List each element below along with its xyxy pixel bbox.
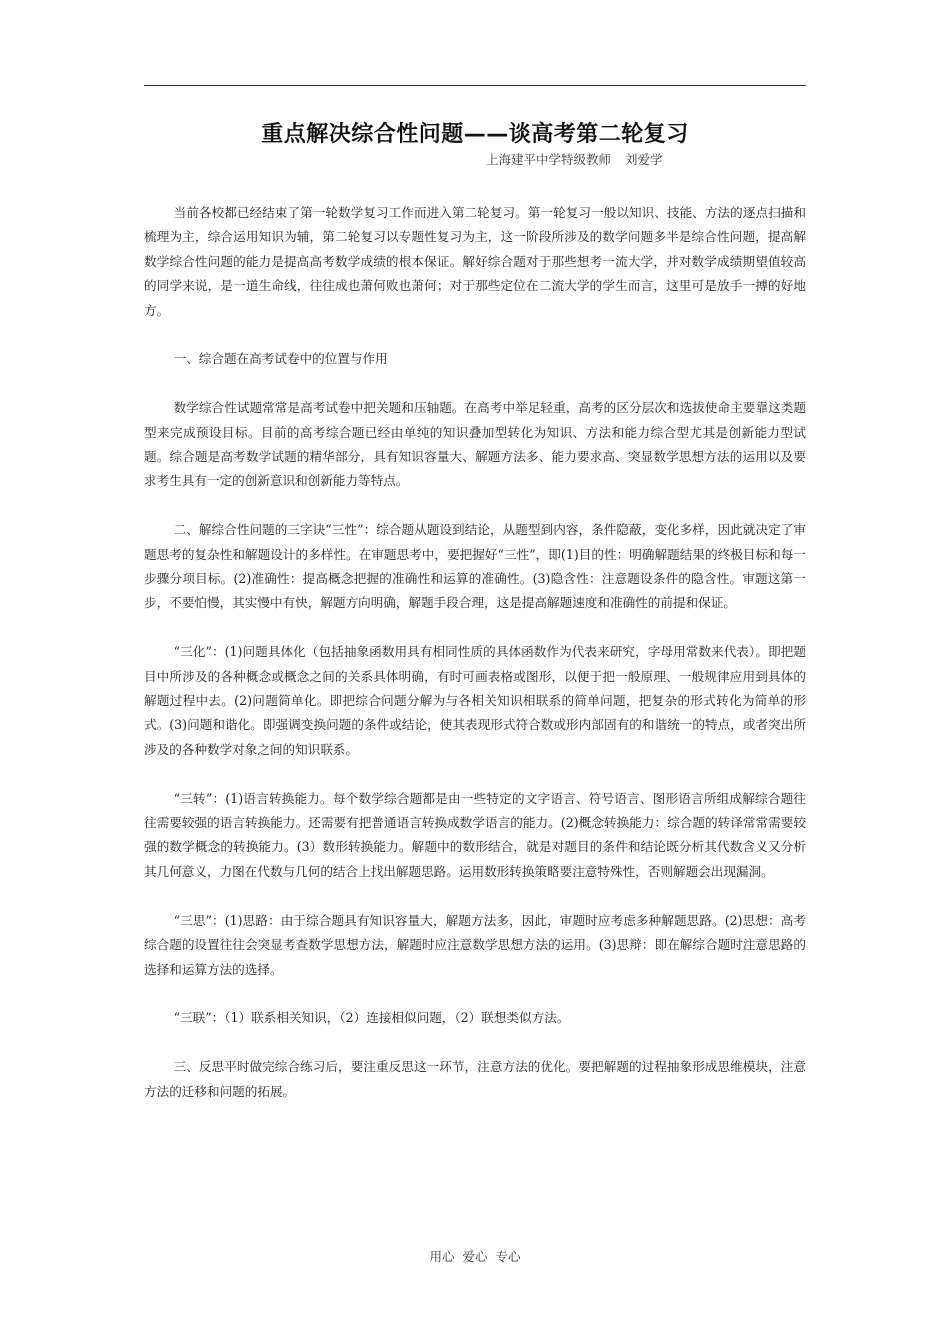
- author-name: 刘爱学: [625, 152, 663, 167]
- section-heading-1: 一、综合题在高考试卷中的位置与作用: [173, 351, 388, 367]
- paragraph-three-conversions: “三转”：(1)语言转换能力。每个数学综合题都是由一些特定的文字语言、符号语言、图形语言所组成解综合题往往需要较强的语言转换能力。还需要有把普通语言转换成数学语言的能力。(2)概念转换能力：综合题的转译常常需要较强的数学概念的转换能力。(3）数形转换能力。解题中的数形结合，就是对题目的条件和结论既分析其代数含义又分析其几何意义，力图在代数与几何的结合上找出解题思路。运用数形转换策略要注意特殊性，否则解题会出现漏洞。: [144, 790, 806, 879]
- author-affiliation: 上海建平中学特级教师: [486, 152, 612, 167]
- paragraph-intro: 当前各校都已经结束了第一轮数学复习工作而进入第二轮复习。第一轮复习一般以知识、技能、方法的逐点扫描和梳理为主，综合运用知识为辅，第二轮复习以专题性复习为主，这一阶段所涉及的数学问题多半是综合性问题，提高解数学综合性问题的能力是提高高考数学成绩的根本保证。解好综合题对于那些想考一流大学，并对数学成绩期望值较高的同学来说，是一道生命线，往往成也萧何败也萧何；对于那些定位在二流大学的学生而言，这里可是放手一搏的好地方。: [144, 205, 806, 318]
- author-line: [486, 150, 663, 170]
- paragraph-three-links: “三联”：（1）联系相关知识，（2）连接相似问题，（2）联想类似方法。: [173, 1010, 570, 1026]
- document-title: 重点解决综合性问题——谈高考第二轮复习: [261, 122, 689, 147]
- paragraph-three-simplifications: “三化”：(1)问题具体化（包括抽象函数用具有相同性质的具体函数作为代表来研究，字母用常数来代表）。即把题目中所涉及的各种概念或概念之间的关系具体明确，有时可画表格或图形，以便于把一般原理、一般规律应用到具体的解题过程中去。(2)问题简单化。即把综合问题分解为与各相关知识相联系的简单问题，把复杂的形式转化为简单的形式。(3)问题和谐化。即强调变换问题的条件或结论，使其表现形式符合数或形内部固有的和谐统一的特点，或者突出所涉及的各种数学对象之间的知识联系。: [144, 644, 806, 757]
- paragraph-three-properties: 二、解综合性问题的三字诀“三性”：综合题从题设到结论，从题型到内容，条件隐蔽，变化多样，因此就决定了审题思考的复杂性和解题设计的多样性。在审题思考中，要把握好“三性”，即(1)目的性：明确解题结果的终极目标和每一步骤分项目标。(2)准确性：提高概念把握的准确性和运算的准确性。(3)隐含性：注意题设条件的隐含性。审题这第一步，不要怕慢，其实慢中有快，解题方向明确，解题手段合理，这是提高解题速度和准确性的前提和保证。: [144, 522, 806, 611]
- paragraph-three-thoughts: “三思”：(1)思路：由于综合题具有知识容量大，解题方法多，因此，审题时应考虑多种解题思路。(2)思想：高考综合题的设置往往会突显考查数学思想方法，解题时应注意数学思想方法的运用。(3)思辩：即在解综合题时注意思路的选择和运算方法的选择。: [144, 912, 806, 977]
- document-body: [144, 201, 806, 1128]
- paragraph-section-1: 数学综合性试题常常是高考试卷中把关题和压轴题。在高考中举足轻重，高考的区分层次和选拔使命主要靠这类题型来完成预设目标。目前的高考综合题已经由单纯的知识叠加型转化为知识、方法和能力综合型尤其是创新能力型试题。综合题是高考数学试题的精华部分，具有知识容量大、解题方法多、能力要求高、突显数学思想方法的运用以及要求考生具有一定的创新意识和创新能力等特点。: [144, 400, 806, 489]
- paragraph-section-3: 三、反思平时做完综合练习后，要注重反思这一环节，注意方法的优化。要把解题的过程抽象形成思维模块，注意方法的迁移和问题的拓展。: [144, 1059, 806, 1099]
- page-footer: 用心 爱心 专心: [429, 1249, 521, 1264]
- header-rule: [144, 85, 806, 86]
